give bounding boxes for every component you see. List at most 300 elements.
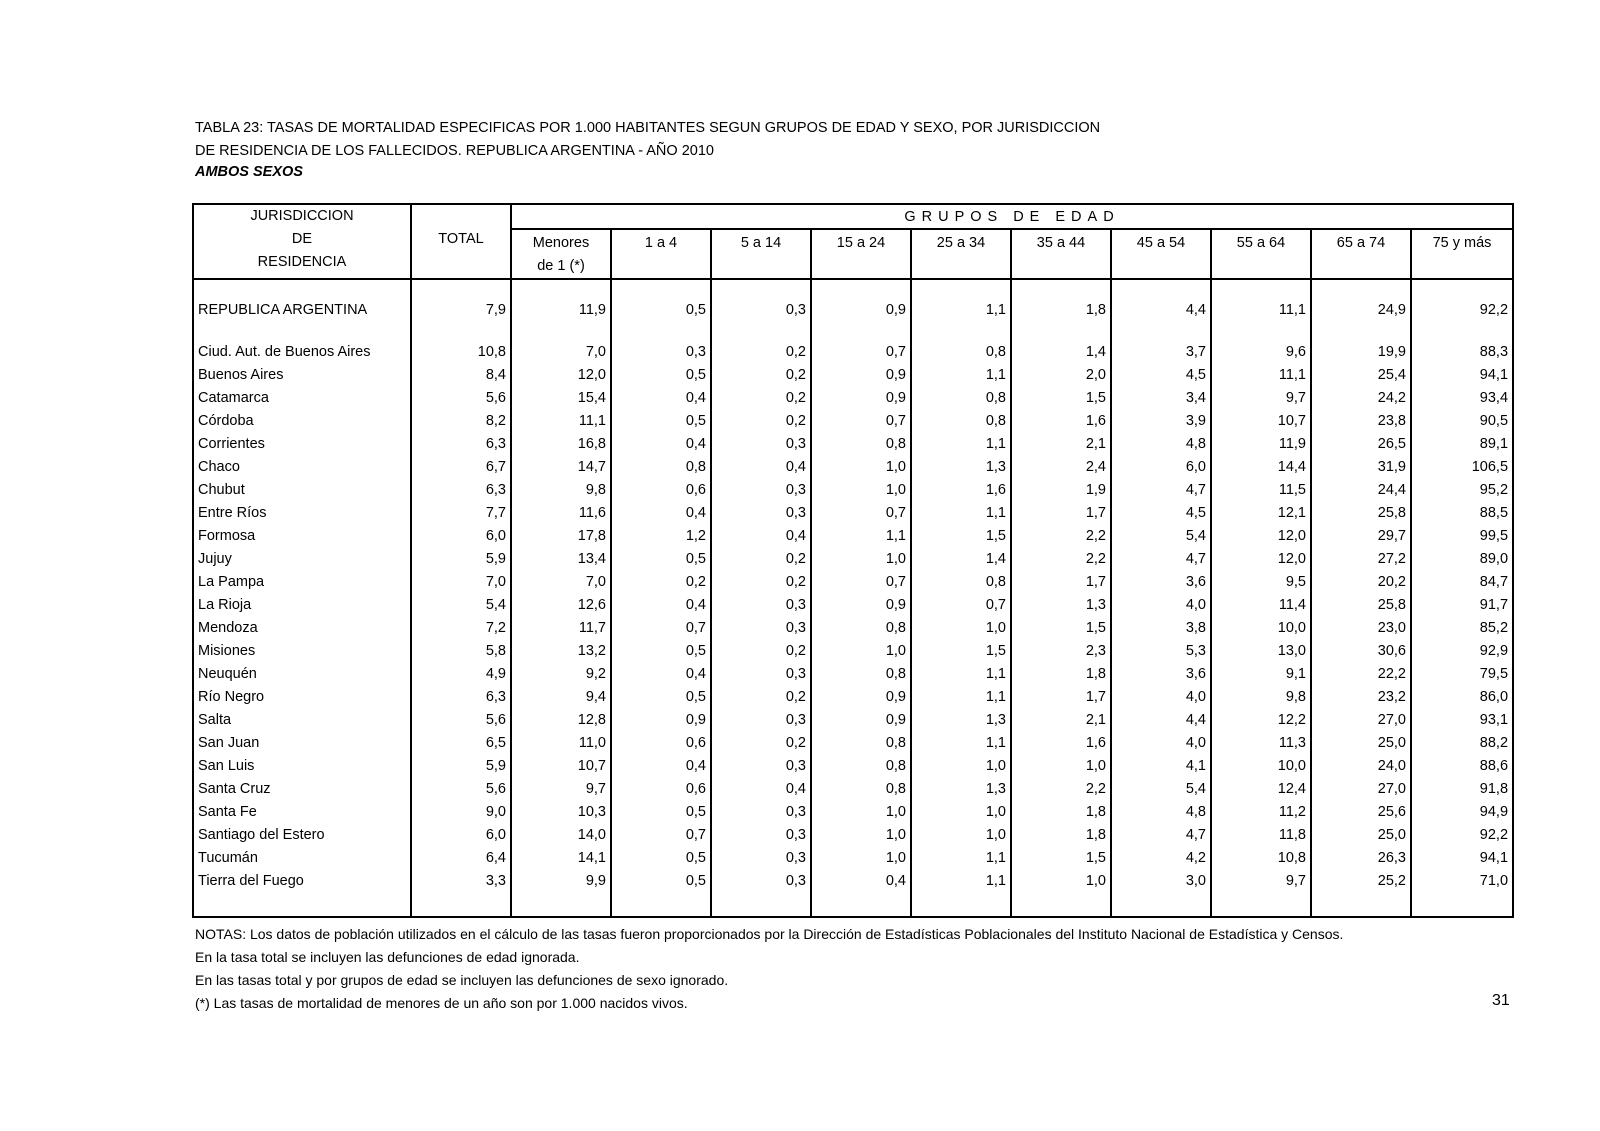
rate-cell: 9,9 bbox=[511, 869, 611, 892]
rate-cell: 3,6 bbox=[1111, 570, 1211, 593]
rate-cell: 1,1 bbox=[911, 731, 1011, 754]
header-grupos-de-edad: GRUPOS DE EDAD bbox=[511, 204, 1513, 229]
table-row bbox=[193, 386, 1513, 409]
rate-cell: 1,7 bbox=[1011, 685, 1111, 708]
rate-cell: 11,2 bbox=[1211, 800, 1311, 823]
rate-cell: 92,2 bbox=[1479, 302, 1509, 318]
rate-cell: 0,4 bbox=[611, 501, 711, 524]
rate-cell: 1,0 bbox=[911, 754, 1011, 777]
rate-cell: 11,3 bbox=[1211, 731, 1311, 754]
rate-cell: 10,7 bbox=[1211, 409, 1311, 432]
rate-cell: 0,8 bbox=[811, 432, 911, 455]
rate-cell: 1,6 bbox=[911, 478, 1011, 501]
rate-cell: 1,1 bbox=[911, 501, 1011, 524]
rate-cell: 29,7 bbox=[1311, 524, 1411, 547]
header-age-group: 65 a 74 bbox=[1311, 229, 1411, 279]
rate-cell: 7,0 bbox=[511, 340, 611, 363]
rate-cell: 0,5 bbox=[611, 846, 711, 869]
rate-cell: 12,6 bbox=[511, 593, 611, 616]
table-subtitle: AMBOS SEXOS bbox=[195, 164, 303, 180]
rate-cell: 4,4 bbox=[1111, 279, 1211, 340]
jurisdiction-name: Córdoba bbox=[193, 409, 411, 432]
rate-cell: 1,9 bbox=[1011, 478, 1111, 501]
rate-cell: 25,8 bbox=[1311, 501, 1411, 524]
rate-cell: 9,8 bbox=[511, 478, 611, 501]
rate-cell: 0,5 bbox=[611, 279, 711, 340]
table-row bbox=[193, 363, 1513, 386]
rate-cell: 12,0 bbox=[1211, 524, 1311, 547]
rate-cell: 9,2 bbox=[511, 662, 611, 685]
rate-cell: 0,8 bbox=[811, 777, 911, 800]
rate-cell: 0,4 bbox=[811, 869, 911, 892]
rate-cell: 1,1 bbox=[911, 432, 1011, 455]
rate-cell: 1,0 bbox=[1011, 754, 1111, 777]
rate-cell: 1,1 bbox=[911, 363, 1011, 386]
table-row bbox=[193, 455, 1513, 478]
rate-cell: 4,2 bbox=[1111, 846, 1211, 869]
jurisdiction-name: Corrientes bbox=[193, 432, 411, 455]
rate-cell: 25,4 bbox=[1311, 363, 1411, 386]
rate-cell: 94,1 bbox=[1479, 849, 1509, 866]
rate-cell: 0,9 bbox=[811, 363, 911, 386]
rate-cell: 0,4 bbox=[711, 777, 811, 800]
rate-cell: 0,9 bbox=[811, 708, 911, 731]
rate-cell: 90,5 bbox=[1479, 412, 1509, 429]
table-row bbox=[193, 754, 1513, 777]
rate-cell: 23,2 bbox=[1311, 685, 1411, 708]
rate-cell: 0,8 bbox=[911, 340, 1011, 363]
rate-cell: 88,2 bbox=[1479, 734, 1509, 751]
rate-cell: 0,9 bbox=[811, 279, 911, 340]
jurisdiction-name: Tucumán bbox=[193, 846, 411, 869]
rate-cell: 11,4 bbox=[1211, 593, 1311, 616]
page-number: 31 bbox=[1492, 992, 1510, 1009]
rate-cell: 7,2 bbox=[411, 616, 511, 639]
rate-cell: 1,5 bbox=[1011, 386, 1111, 409]
rate-cell: 1,0 bbox=[811, 846, 911, 869]
table-row bbox=[193, 593, 1513, 616]
rate-cell: 0,3 bbox=[711, 616, 811, 639]
rate-cell: 12,0 bbox=[1211, 547, 1311, 570]
rate-cell: 31,9 bbox=[1311, 455, 1411, 478]
rate-cell: 0,9 bbox=[811, 685, 911, 708]
rate-cell: 11,1 bbox=[511, 409, 611, 432]
header-age-group: 55 a 64 bbox=[1211, 229, 1311, 279]
rate-cell: 1,8 bbox=[1011, 279, 1111, 340]
rate-cell: 0,5 bbox=[611, 800, 711, 823]
rate-cell: 88,6 bbox=[1479, 757, 1509, 774]
rate-cell: 0,2 bbox=[711, 685, 811, 708]
jurisdiction-name: Neuquén bbox=[193, 662, 411, 685]
rate-cell: 1,8 bbox=[1011, 823, 1111, 846]
rate-cell: 10,3 bbox=[511, 800, 611, 823]
rate-cell: 1,1 bbox=[911, 869, 1011, 892]
rate-cell: 1,0 bbox=[811, 455, 911, 478]
rate-cell: 1,1 bbox=[911, 279, 1011, 340]
rate-cell: 6,5 bbox=[411, 731, 511, 754]
rate-cell: 0,8 bbox=[811, 754, 911, 777]
rate-cell: 25,0 bbox=[1311, 823, 1411, 846]
rate-cell: 0,2 bbox=[611, 570, 711, 593]
jurisdiction-name: La Rioja bbox=[193, 593, 411, 616]
rate-cell: 13,0 bbox=[1211, 639, 1311, 662]
header-jurisdiccion bbox=[193, 204, 411, 279]
rate-cell: 0,3 bbox=[711, 846, 811, 869]
rate-cell: 0,4 bbox=[611, 593, 711, 616]
rate-cell: 2,0 bbox=[1011, 363, 1111, 386]
table-title-line-1: TABLA 23: TASAS DE MORTALIDAD ESPECIFICAS POR 1.000 HABITANTES SEGUN GRUPOS DE EDAD Y SEXO, POR JURISDICCION bbox=[195, 120, 1101, 136]
jurisdiction-name: Jujuy bbox=[193, 547, 411, 570]
rate-cell: 0,5 bbox=[611, 547, 711, 570]
header-jurisdiccion-line-3: RESIDENCIA bbox=[257, 254, 347, 270]
rate-cell: 3,7 bbox=[1111, 340, 1211, 363]
rate-cell: 0,3 bbox=[711, 593, 811, 616]
rate-cell: 1,1 bbox=[911, 662, 1011, 685]
rate-cell: 93,4 bbox=[1479, 389, 1509, 406]
rate-cell: 10,0 bbox=[1211, 616, 1311, 639]
rate-cell: 6,0 bbox=[411, 823, 511, 846]
rate-cell: 85,2 bbox=[1479, 619, 1509, 636]
rate-cell: 0,7 bbox=[811, 409, 911, 432]
rate-cell: 0,2 bbox=[711, 570, 811, 593]
jurisdiction-name: Tierra del Fuego bbox=[193, 869, 411, 892]
rate-cell: 4,0 bbox=[1111, 731, 1211, 754]
rate-cell: 20,2 bbox=[1311, 570, 1411, 593]
rate-cell: 4,7 bbox=[1111, 547, 1211, 570]
rate-cell: 0,7 bbox=[611, 616, 711, 639]
rate-cell: 1,7 bbox=[1011, 570, 1111, 593]
rate-cell: 1,0 bbox=[811, 800, 911, 823]
rate-cell: 26,5 bbox=[1311, 432, 1411, 455]
rate-cell: 0,4 bbox=[611, 386, 711, 409]
rate-cell: 2,2 bbox=[1011, 547, 1111, 570]
rate-cell: 7,9 bbox=[411, 279, 511, 340]
rate-cell: 4,5 bbox=[1111, 363, 1211, 386]
rate-cell: 24,2 bbox=[1311, 386, 1411, 409]
rate-cell: 1,3 bbox=[911, 708, 1011, 731]
rate-cell: 9,8 bbox=[1211, 685, 1311, 708]
rate-cell: 1,8 bbox=[1011, 800, 1111, 823]
rate-cell: 3,4 bbox=[1111, 386, 1211, 409]
header-age-group: 35 a 44 bbox=[1011, 229, 1111, 279]
rate-cell: 5,6 bbox=[411, 708, 511, 731]
rate-cell: 6,4 bbox=[411, 846, 511, 869]
rate-cell: 4,8 bbox=[1111, 432, 1211, 455]
rate-cell: 94,9 bbox=[1479, 803, 1509, 820]
header-age-group: 75 y más bbox=[1411, 229, 1513, 279]
table-row bbox=[193, 731, 1513, 754]
rate-cell: 12,8 bbox=[511, 708, 611, 731]
jurisdiction-name: San Luis bbox=[193, 754, 411, 777]
rate-cell: 19,9 bbox=[1311, 340, 1411, 363]
rate-cell: 106,5 bbox=[1471, 458, 1509, 475]
rate-cell: 27,0 bbox=[1311, 708, 1411, 731]
note-line: (*) Las tasas de mortalidad de menores de un año son por 1.000 nacidos vivos. bbox=[195, 995, 688, 1011]
rate-cell: 5,4 bbox=[1111, 777, 1211, 800]
table-row bbox=[193, 662, 1513, 685]
rate-cell: 10,0 bbox=[1211, 754, 1311, 777]
rate-cell: 0,7 bbox=[811, 570, 911, 593]
jurisdiction-name: Entre Ríos bbox=[193, 501, 411, 524]
rate-cell: 0,3 bbox=[711, 432, 811, 455]
rate-cell: 1,6 bbox=[1011, 731, 1111, 754]
rate-cell: 0,8 bbox=[811, 731, 911, 754]
rate-cell: 25,8 bbox=[1311, 593, 1411, 616]
jurisdiction-name: Ciud. Aut. de Buenos Aires bbox=[193, 340, 411, 363]
rate-cell: 4,8 bbox=[1111, 800, 1211, 823]
rate-cell: 5,8 bbox=[411, 639, 511, 662]
rate-cell: 9,4 bbox=[511, 685, 611, 708]
rate-cell: 0,3 bbox=[711, 823, 811, 846]
rate-cell: 0,3 bbox=[711, 869, 811, 892]
table-row bbox=[193, 570, 1513, 593]
mortality-table bbox=[192, 203, 1514, 918]
rate-cell: 9,1 bbox=[1211, 662, 1311, 685]
rate-cell: 1,0 bbox=[811, 823, 911, 846]
header-menores bbox=[511, 229, 611, 279]
rate-cell: 0,3 bbox=[711, 754, 811, 777]
rate-cell: 0,5 bbox=[611, 363, 711, 386]
spacer-row bbox=[193, 892, 1513, 917]
jurisdiction-name: Santa Fe bbox=[193, 800, 411, 823]
jurisdiction-name: Catamarca bbox=[193, 386, 411, 409]
rate-cell: 0,8 bbox=[911, 409, 1011, 432]
rate-cell: 6,7 bbox=[411, 455, 511, 478]
rate-cell: 0,5 bbox=[611, 639, 711, 662]
rate-cell: 1,5 bbox=[1011, 616, 1111, 639]
rate-cell: 0,3 bbox=[711, 279, 811, 340]
rate-cell: 86,0 bbox=[1479, 688, 1509, 705]
rate-cell: 0,3 bbox=[611, 340, 711, 363]
rate-cell: 1,3 bbox=[1011, 593, 1111, 616]
table-row bbox=[193, 823, 1513, 846]
note-line: NOTAS: Los datos de población utilizados en el cálculo de las tasas fueron proporcionados por la Dirección de Estadísticas Poblacionales del Instituto Nacional de Estadística y Censos. bbox=[195, 926, 1344, 942]
rate-cell: 1,4 bbox=[1011, 340, 1111, 363]
rate-cell: 0,3 bbox=[711, 708, 811, 731]
rate-cell: 5,3 bbox=[1111, 639, 1211, 662]
rate-cell: 6,0 bbox=[1111, 455, 1211, 478]
rate-cell: 0,6 bbox=[611, 731, 711, 754]
rate-cell: 0,9 bbox=[811, 386, 911, 409]
rate-cell: 0,9 bbox=[811, 593, 911, 616]
jurisdiction-name: Chubut bbox=[193, 478, 411, 501]
rate-cell: 22,2 bbox=[1311, 662, 1411, 685]
rate-cell: 6,3 bbox=[411, 478, 511, 501]
rate-cell: 0,2 bbox=[711, 386, 811, 409]
rate-cell: 9,6 bbox=[1211, 340, 1311, 363]
table-row bbox=[193, 639, 1513, 662]
rate-cell: 95,2 bbox=[1479, 481, 1509, 498]
rate-cell: 0,3 bbox=[711, 662, 811, 685]
header-menores-line-1: Menores bbox=[532, 235, 590, 251]
header-jurisdiccion-line-2: DE bbox=[291, 231, 313, 247]
rate-cell: 5,4 bbox=[1111, 524, 1211, 547]
rate-cell: 11,5 bbox=[1211, 478, 1311, 501]
table-row bbox=[193, 478, 1513, 501]
rate-cell: 8,2 bbox=[411, 409, 511, 432]
table-row bbox=[193, 869, 1513, 892]
rate-cell: 0,3 bbox=[711, 478, 811, 501]
rate-cell: 12,4 bbox=[1211, 777, 1311, 800]
rate-cell: 2,2 bbox=[1011, 777, 1111, 800]
rate-cell: 2,3 bbox=[1011, 639, 1111, 662]
rate-cell: 2,2 bbox=[1011, 524, 1111, 547]
rate-cell: 0,8 bbox=[911, 386, 1011, 409]
rate-cell: 0,5 bbox=[611, 409, 711, 432]
rate-cell: 0,3 bbox=[711, 501, 811, 524]
table-row bbox=[193, 800, 1513, 823]
rate-cell: 14,0 bbox=[511, 823, 611, 846]
rate-cell: 88,3 bbox=[1479, 343, 1509, 360]
jurisdiction-name: La Pampa bbox=[193, 570, 411, 593]
rate-cell: 3,8 bbox=[1111, 616, 1211, 639]
rate-cell: 4,0 bbox=[1111, 593, 1211, 616]
rate-cell: 25,6 bbox=[1311, 800, 1411, 823]
rate-cell: 92,9 bbox=[1479, 642, 1509, 659]
rate-cell: 93,1 bbox=[1479, 711, 1509, 728]
rate-cell: 13,4 bbox=[511, 547, 611, 570]
rate-cell: 5,9 bbox=[411, 754, 511, 777]
rate-cell: 0,8 bbox=[911, 570, 1011, 593]
rate-cell: 1,0 bbox=[911, 823, 1011, 846]
rate-cell: 14,1 bbox=[511, 846, 611, 869]
rate-cell: 4,1 bbox=[1111, 754, 1211, 777]
rate-cell: 12,2 bbox=[1211, 708, 1311, 731]
rate-cell: 17,8 bbox=[511, 524, 611, 547]
rate-cell: 1,0 bbox=[911, 800, 1011, 823]
rate-cell: 89,1 bbox=[1479, 435, 1509, 452]
rate-cell: 1,0 bbox=[811, 547, 911, 570]
jurisdiction-name: Buenos Aires bbox=[193, 363, 411, 386]
rate-cell: 24,9 bbox=[1311, 279, 1411, 340]
rate-cell: 5,9 bbox=[411, 547, 511, 570]
rate-cell: 0,4 bbox=[711, 524, 811, 547]
rate-cell: 27,2 bbox=[1311, 547, 1411, 570]
rate-cell: 1,0 bbox=[811, 639, 911, 662]
rate-cell: 11,0 bbox=[511, 731, 611, 754]
rate-cell: 0,7 bbox=[811, 501, 911, 524]
rate-cell: 9,7 bbox=[1211, 386, 1311, 409]
rate-cell: 10,8 bbox=[1211, 846, 1311, 869]
rate-cell: 1,8 bbox=[1011, 662, 1111, 685]
rate-cell: 0,6 bbox=[611, 478, 711, 501]
table-row bbox=[193, 685, 1513, 708]
rate-cell: 99,5 bbox=[1479, 527, 1509, 544]
rate-cell: 11,1 bbox=[1211, 363, 1311, 386]
rate-cell: 79,5 bbox=[1479, 665, 1509, 682]
rate-cell: 4,9 bbox=[411, 662, 511, 685]
rate-cell: 1,4 bbox=[911, 547, 1011, 570]
rate-cell: 1,3 bbox=[911, 455, 1011, 478]
header-jurisdiccion-line-1: JURISDICCION bbox=[250, 208, 354, 224]
rate-cell: 1,5 bbox=[1011, 846, 1111, 869]
rate-cell: 2,1 bbox=[1011, 708, 1111, 731]
rate-cell: 1,0 bbox=[911, 616, 1011, 639]
rate-cell: 1,2 bbox=[611, 524, 711, 547]
rate-cell: 2,1 bbox=[1011, 432, 1111, 455]
header-age-group: 15 a 24 bbox=[811, 229, 911, 279]
jurisdiction-name: Santiago del Estero bbox=[193, 823, 411, 846]
rate-cell: 0,8 bbox=[611, 455, 711, 478]
rate-cell: 6,3 bbox=[411, 685, 511, 708]
rate-cell: 0,4 bbox=[711, 455, 811, 478]
rate-cell: 15,4 bbox=[511, 386, 611, 409]
rate-cell: 7,7 bbox=[411, 501, 511, 524]
rate-cell: 94,1 bbox=[1479, 366, 1509, 383]
rate-cell: 0,4 bbox=[611, 662, 711, 685]
table-row bbox=[193, 501, 1513, 524]
rate-cell: 9,0 bbox=[411, 800, 511, 823]
table-row bbox=[193, 432, 1513, 455]
rate-cell: 24,0 bbox=[1311, 754, 1411, 777]
rate-cell: 0,7 bbox=[811, 340, 911, 363]
table-row bbox=[193, 547, 1513, 570]
table-row bbox=[193, 409, 1513, 432]
rate-cell: 25,2 bbox=[1311, 869, 1411, 892]
rate-cell: 0,2 bbox=[711, 547, 811, 570]
rate-cell: 0,9 bbox=[611, 708, 711, 731]
rate-cell: 0,8 bbox=[811, 662, 911, 685]
rate-cell: 7,0 bbox=[511, 570, 611, 593]
rate-cell: 1,1 bbox=[911, 846, 1011, 869]
rate-cell: 4,7 bbox=[1111, 823, 1211, 846]
rate-cell: 0,2 bbox=[711, 731, 811, 754]
rate-cell: 9,5 bbox=[1211, 570, 1311, 593]
rate-cell: 91,8 bbox=[1479, 780, 1509, 797]
note-line: En la tasa total se incluyen las defunciones de edad ignorada. bbox=[195, 949, 580, 965]
rate-cell: 0,2 bbox=[711, 639, 811, 662]
rate-cell: 11,1 bbox=[1211, 279, 1311, 340]
table-row bbox=[193, 708, 1513, 731]
rate-cell: 0,5 bbox=[611, 685, 711, 708]
rate-cell: 3,6 bbox=[1111, 662, 1211, 685]
rate-cell: 14,7 bbox=[511, 455, 611, 478]
total-row bbox=[193, 279, 1513, 340]
rate-cell: 88,5 bbox=[1479, 504, 1509, 521]
rate-cell: 11,8 bbox=[1211, 823, 1311, 846]
rate-cell: 1,5 bbox=[911, 639, 1011, 662]
header-age-group: 1 a 4 bbox=[611, 229, 711, 279]
rate-cell: 12,1 bbox=[1211, 501, 1311, 524]
rate-cell: 1,7 bbox=[1011, 501, 1111, 524]
table-row bbox=[193, 777, 1513, 800]
rate-cell: 4,7 bbox=[1111, 478, 1211, 501]
rate-cell: 1,3 bbox=[911, 777, 1011, 800]
rate-cell: 0,3 bbox=[711, 800, 811, 823]
rate-cell: 6,0 bbox=[411, 524, 511, 547]
header-age-group: 5 a 14 bbox=[711, 229, 811, 279]
rate-cell: 12,0 bbox=[511, 363, 611, 386]
rate-cell: 9,7 bbox=[1211, 869, 1311, 892]
rate-cell: 1,6 bbox=[1011, 409, 1111, 432]
rate-cell: 5,4 bbox=[411, 593, 511, 616]
rate-cell: 91,7 bbox=[1479, 596, 1509, 613]
rate-cell: 9,7 bbox=[511, 777, 611, 800]
header-age-group: 25 a 34 bbox=[911, 229, 1011, 279]
rate-cell: 3,0 bbox=[1111, 869, 1211, 892]
rate-cell: 5,6 bbox=[411, 777, 511, 800]
rate-cell: 4,0 bbox=[1111, 685, 1211, 708]
rate-cell: 0,6 bbox=[611, 777, 711, 800]
note-line: En las tasas total y por grupos de edad se incluyen las defunciones de sexo ignorado. bbox=[195, 972, 729, 988]
rate-cell: 24,4 bbox=[1311, 478, 1411, 501]
header-total: TOTAL bbox=[411, 204, 511, 279]
rate-cell: 4,5 bbox=[1111, 501, 1211, 524]
rate-cell: 84,7 bbox=[1479, 573, 1509, 590]
rate-cell: 7,0 bbox=[411, 570, 511, 593]
rate-cell: 0,2 bbox=[711, 409, 811, 432]
rate-cell: 89,0 bbox=[1479, 550, 1509, 567]
